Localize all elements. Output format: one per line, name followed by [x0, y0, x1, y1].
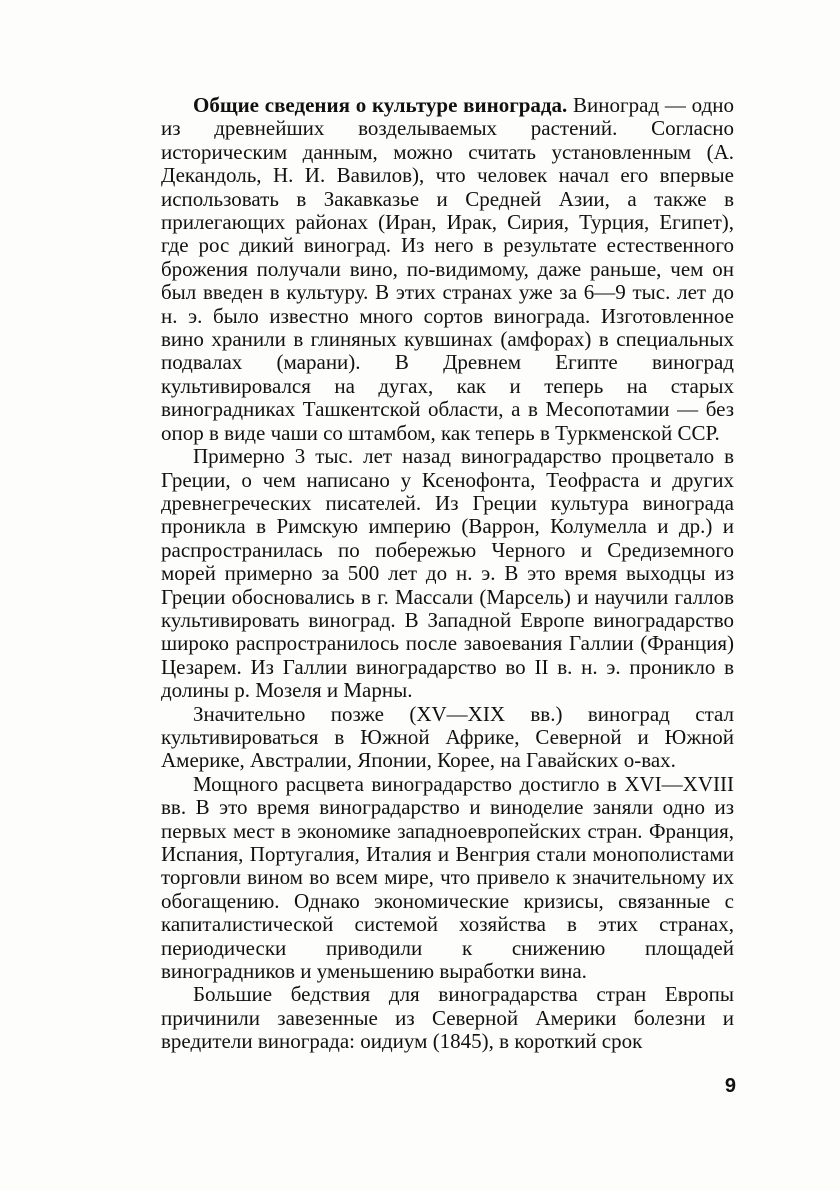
paragraph-later-spread	[161, 703, 734, 773]
paragraph-intro	[161, 94, 734, 445]
body-text	[161, 94, 734, 1054]
paragraph-text: Примерно 3 тыс. лет назад виноградарство процветало в Греции, о чем написано у Ксенофонта, Теофраста и других древнегреческих писателей. Из Греции культура винограда проникла в Римскую империю (Варрон, Колумелла и др.) и распространилась по побережью Черного и Средиземного морей примерно за 500 лет до н. э. В это время выходцы из Греции обосновались в г. Массали (Марсель) и научили галлов культивировать виноград. В Западной Европе виноградарство широко распространилось после завоевания Галлии (Франция) Цезарем. Из Галлии виноградарство во II в. н. э. проникло в долины р. Мозеля и Марны.	[161, 444, 734, 703]
section-title: Общие сведения о культуре винограда.	[193, 93, 568, 117]
paragraph-flourishing	[161, 773, 734, 984]
paragraph-text: Большие бедствия для виноградарства стран Европы причинили завезенные из Северной Америки болезни и вредители винограда: оидиум (1845), в короткий срок	[161, 982, 734, 1054]
paragraph-text: Мощного расцвета виноградарство достигло в XVI—XVIII вв. В это время виноградарство и виноделие заняли одно из первых мест в экономике западноевропейских стран. Франция, Испания, Португалия, Италия и Венгрия стали монополистами торговли вином во всем мире, что привело к значительному их обогащению. Однако экономические кризисы, связанные с капиталистической системой хозяйства в этих странах, периодически приводили к снижению площадей виноградников и уменьшению выработки вина.	[161, 771, 734, 984]
paragraph-diseases	[161, 983, 734, 1053]
paragraph-text: Виноград — одно из древнейших возделываемых растений. Согласно историческим данным, можно считать установленным (А. Декандоль, Н. И. Вавилов), что человек начал его впервые использовать в Закавказье и Средней Азии, а также в прилегающих районах (Иран, Ирак, Сирия, Турция, Египет), где рос дикий виноград. Из него в результате естественного брожения получали вино, по-видимому, даже раньше, чем он был введен в культуру. В этих странах уже за 6—9 тыс. лет до н. э. было известно много сортов винограда. Изготовленное вино хранили в глиняных кувшинах (амфорах) в специальных подвалах (марани). В Древнем Египте виноград культивировался на дугах, как и теперь на старых виноградниках Ташкентской области, а в Месопотамии — без опор в виде чаши со штамбом, как теперь в Туркменской ССР.	[161, 93, 734, 445]
paragraph-greece	[161, 445, 734, 702]
paragraph-text: Значительно позже (XV—XIX вв.) виноград стал культивироваться в Южной Африке, Северной и Южной Америке, Австралии, Японии, Корее, на Гавайских о-вах.	[161, 701, 734, 773]
page-number: 9	[724, 1075, 736, 1097]
